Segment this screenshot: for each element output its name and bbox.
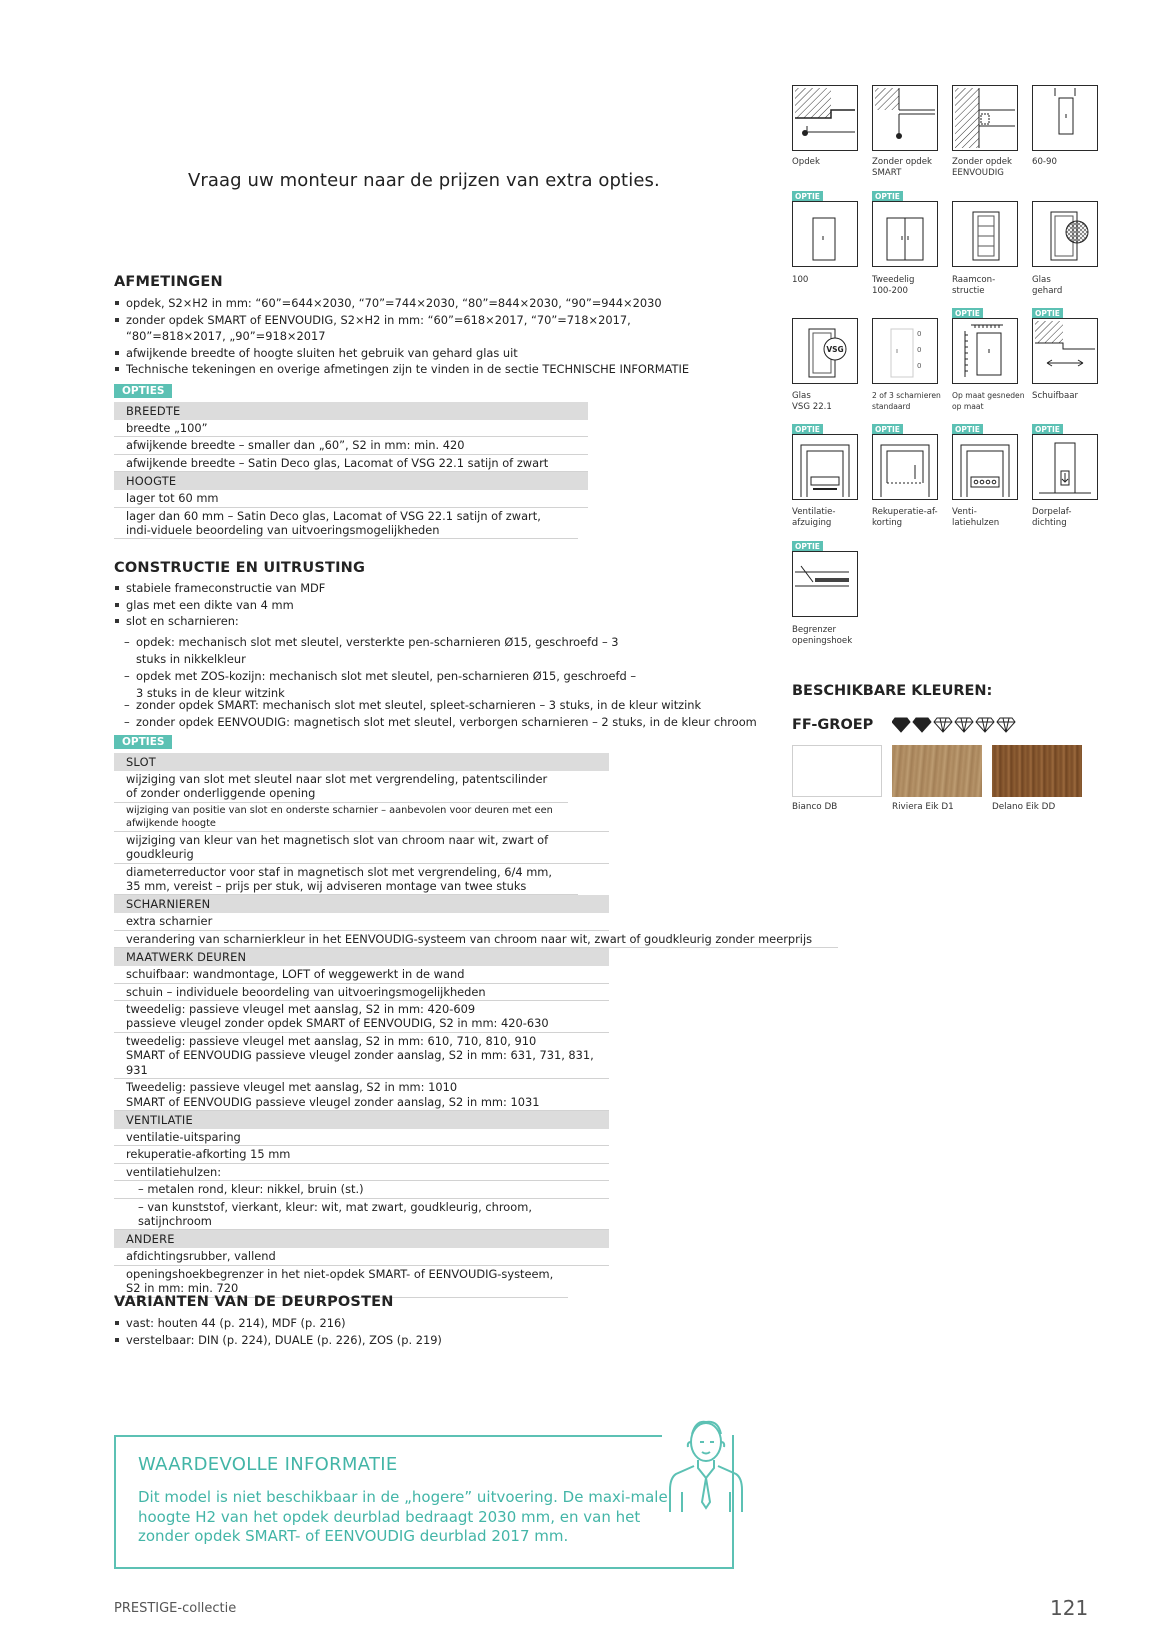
table-row: afwijkende breedte – Satin Deco glas, Lacomat of VSG 22.1 satijn of zwart [114,455,588,472]
diamond-icon [934,718,952,732]
list-item: – zonder opdek SMART: mechanisch slot met sleutel, spleet-scharnieren – 3 stuks, in de kleur witzink [124,697,774,714]
swatch-label: Bianco DB [792,802,838,812]
raamconstructie-icon [952,201,1018,267]
icon-caption: Opdek [792,157,820,167]
icon-caption: 100 [792,275,809,285]
svg-text:0: 0 [917,362,922,370]
swatch-delano-eik [992,745,1082,797]
glas-vsg-icon [792,318,858,384]
table-row: wijziging van positie van slot en onderste scharnier – aanbevolen voor deuren met een afwijkende hoogte [114,803,609,832]
optie-tag: OPTIE [1032,308,1063,319]
optie-tag: OPTIE [872,191,903,202]
footer-collection: PRESTIGE-collectie [114,1601,237,1616]
optie-tag: OPTIE [792,541,823,552]
door-100-icon [792,201,858,267]
table-row: wijziging van kleur van het magnetisch slot van chroom naar wit, zwart of goudkleurig [114,832,609,864]
table-row: Tweedelig: passieve vleugel met aanslag, S2 in mm: 1010 SMART of EENVOUDIG passieve vleugel zonder aanslag, S2 in mm: 1031 [114,1079,609,1111]
optie-tag: OPTIE [792,424,823,435]
page-number: 121 [1050,1596,1089,1620]
table-row: ventilatie-uitsparing [114,1129,609,1146]
zonder-opdek-eenvoudig-icon [952,85,1018,151]
swatch-riviera-eik [892,745,982,797]
list-item: opdek, S2×H2 in mm: “60”=644×2030, “70”=744×2030, “80”=844×2030, “90”=944×2030 [114,295,714,312]
table-row: tweedelig: passieve vleugel met aanslag, S2 in mm: 420-609 passieve vleugel zonder opdek SMART of EENVOUDIG, S2 in mm: 420-630 [114,1001,609,1033]
list-item: verstelbaar: DIN (p. 224), DUALE (p. 226), ZOS (p. 219) [114,1332,714,1349]
constructie-list [114,580,764,630]
kleuren-title: BESCHIKBARE KLEUREN: [792,683,993,699]
hoogte-header: HOOGTE [114,472,588,490]
constructie-sublist-2 [114,697,774,730]
diamond-icon [997,718,1015,732]
svg-text:0: 0 [917,330,922,338]
list-item: Technische tekeningen en overige afmetingen zijn te vinden in de sectie TECHNISCHE INFORMATIE [114,361,714,378]
table-row: openingshoekbegrenzer in het niet-opdek SMART- of EENVOUDIG-systeem, S2 in mm: min. 720 [114,1266,568,1298]
table-row: afwijkende breedte – smaller dan „60”, S2 in mm: min. 420 [114,437,588,454]
svg-text:0: 0 [917,346,922,354]
afmetingen-title: AFMETINGEN [114,274,223,290]
diamond-icon [913,718,931,732]
op-maat-icon [952,318,1018,384]
icon-caption: Glas gehard [1032,275,1063,296]
opties-badge: OPTIES [114,384,172,398]
varianten-title: VARIANTEN VAN DE DEURPOSTEN [114,1294,394,1310]
list-item: glas met een dikte van 4 mm [114,597,764,614]
zonder-opdek-smart-icon [872,85,938,151]
swatch-label: Delano Eik DD [992,802,1056,812]
table-row: schuifbaar: wandmontage, LOFT of weggewerkt in de wand [114,966,609,983]
opdek-icon [792,85,858,151]
afmetingen-list [114,295,714,378]
diamond-rating [892,715,1020,737]
table-row: tweedelig: passieve vleugel met aanslag, S2 in mm: 610, 710, 810, 910 SMART of EENVOUDIG passieve vleugel zonder aanslag, S2 in mm: 631, 731, 831, 931 [114,1033,609,1079]
table-row: extra scharnier [114,913,609,930]
table-row: lager dan 60 mm – Satin Deco glas, Lacomat of VSG 22.1 satijn of zwart, indi-viduele beoordeling van uitvoeringsmogelijkheden [114,508,578,540]
ventilatie-icon [792,434,858,500]
table-row: – metalen rond, kleur: nikkel, bruin (st.) [114,1181,609,1198]
icon-caption: Op maat gesneden op maat [952,391,1025,411]
icon-caption: Ventilatie- afzuiging [792,507,836,528]
slot-header: SLOT [114,753,609,771]
table-row: ventilatiehulzen: [114,1164,609,1181]
icon-caption: Begrenzer openingshoek [792,625,853,646]
door-60-90-icon [1032,85,1098,151]
list-item: – opdek met ZOS-kozijn: mechanisch slot met sleutel, pen-scharnieren Ø15, geschroefd – 3 stuks in de kleur witzink [124,668,644,701]
opties-badge: OPTIES [114,735,172,749]
list-item: vast: houten 44 (p. 214), MDF (p. 216) [114,1315,714,1332]
icon-caption: Schuifbaar [1032,391,1079,401]
table-row: afdichtingsrubber, vallend [114,1248,609,1265]
optie-tag: OPTIE [872,424,903,435]
info-text: Dit model is niet beschikbaar in de „hogere” uitvoering. De maxi-male hoogte H2 van het opdek deurblad bedraagt 2030 mm, en van het zonder opdek SMART- of EENVOUDIG deurblad 2017 mm. [138,1488,668,1545]
ventilatiehulzen-icon [952,434,1018,500]
svg-text:VSG: VSG [826,345,844,354]
schuifbaar-icon [1032,318,1098,384]
dorpelafdichting-icon [1032,434,1098,500]
icon-caption: Dorpelaf- dichting [1032,507,1072,528]
icon-caption: 2 of 3 scharnieren standaard [872,391,941,411]
icon-caption: Raamcon- structie [952,275,996,296]
glas-gehard-icon [1032,201,1098,267]
optie-tag: OPTIE [792,191,823,202]
scharnieren-icon [872,318,938,384]
list-item: afwijkende breedte of hoogte sluiten het gebruik van gehard glas uit [114,345,714,362]
diamond-icon [976,718,994,732]
icon-caption: 60-90 [1032,157,1057,167]
optie-tag: OPTIE [1032,424,1063,435]
list-item: slot en scharnieren: [114,613,764,630]
advisor-icon [656,1412,756,1516]
table-row: schuin – individuele beoordeling van uitvoeringsmogelijkheden [114,984,609,1001]
diamond-icons [892,715,1020,733]
icon-caption: Tweedelig 100-200 [872,275,915,296]
table-row: breedte „100” [114,420,588,437]
list-item: – opdek: mechanisch slot met sleutel, versterkte pen-scharnieren Ø15, geschroefd – 3 stuks in nikkelkleur [124,634,644,667]
table-row: rekuperatie-afkorting 15 mm [114,1146,609,1163]
list-item: – zonder opdek EENVOUDIG: magnetisch slot met sleutel, verborgen scharnieren – 2 stuks, in de kleur chroom [124,714,774,731]
table-row: wijziging van slot met sleutel naar slot met vergrendeling, patentscilinder of zonder onderliggende opening [114,771,568,803]
diamond-icon [892,718,910,732]
table-row: – van kunststof, vierkant, kleur: wit, mat zwart, goudkleurig, chroom, satijnchroom [114,1199,609,1231]
swatch-bianco [792,745,882,797]
diamond-icon [955,718,973,732]
maatwerk-header: MAATWERK DEUREN [114,948,609,966]
icon-caption: Glas VSG 22.1 [792,391,832,412]
ventilatie-header: VENTILATIE [114,1111,609,1129]
promo-text: Vraag uw monteur naar de prijzen van extra opties. [188,170,660,191]
begrenzer-icon [792,551,858,617]
swatch-label: Riviera Eik D1 [892,802,954,812]
varianten-list [114,1315,714,1348]
constructie-options-table [114,753,813,1298]
icon-caption: Zonder opdek SMART [872,157,933,178]
optie-tag: OPTIE [952,424,983,435]
icon-caption: Zonder opdek EENVOUDIG [952,157,1013,178]
table-row: diameterreductor voor staf in magnetisch slot met vergrendeling, 6/4 mm, 35 mm, vereist – prijs per stuk, wij adviseren montage van twee stuks [114,864,578,896]
breedte-header: BREEDTE [114,402,588,420]
scharnieren-header: SCHARNIEREN [114,895,609,913]
info-box-top-border [114,1435,662,1437]
constructie-sublist [114,634,644,702]
table-row: verandering van scharnierkleur in het EENVOUDIG-systeem van chroom naar wit, zwart of goudkleurig zonder meerprijs [114,931,838,948]
optie-tag: OPTIE [952,308,983,319]
afmetingen-options-table [114,402,588,539]
kleuren-group: FF-GROEP [792,717,874,733]
icon-caption: Venti- latiehulzen [952,507,1000,528]
constructie-title: CONSTRUCTIE EN UITRUSTING [114,560,366,576]
tweedelig-icon [872,201,938,267]
list-item: stabiele frameconstructie van MDF [114,580,764,597]
rekuperatie-icon [872,434,938,500]
list-item: zonder opdek SMART of EENVOUDIG, S2×H2 in mm: “60”=618×2017, “70”=718×2017, “80”=818×2017, „90”=918×2017 [114,312,714,345]
icon-caption: Rekuperatie-af- korting [872,507,938,528]
info-title: WAARDEVOLLE INFORMATIE [138,1454,398,1475]
table-row: lager tot 60 mm [114,490,588,507]
andere-header: ANDERE [114,1230,609,1248]
